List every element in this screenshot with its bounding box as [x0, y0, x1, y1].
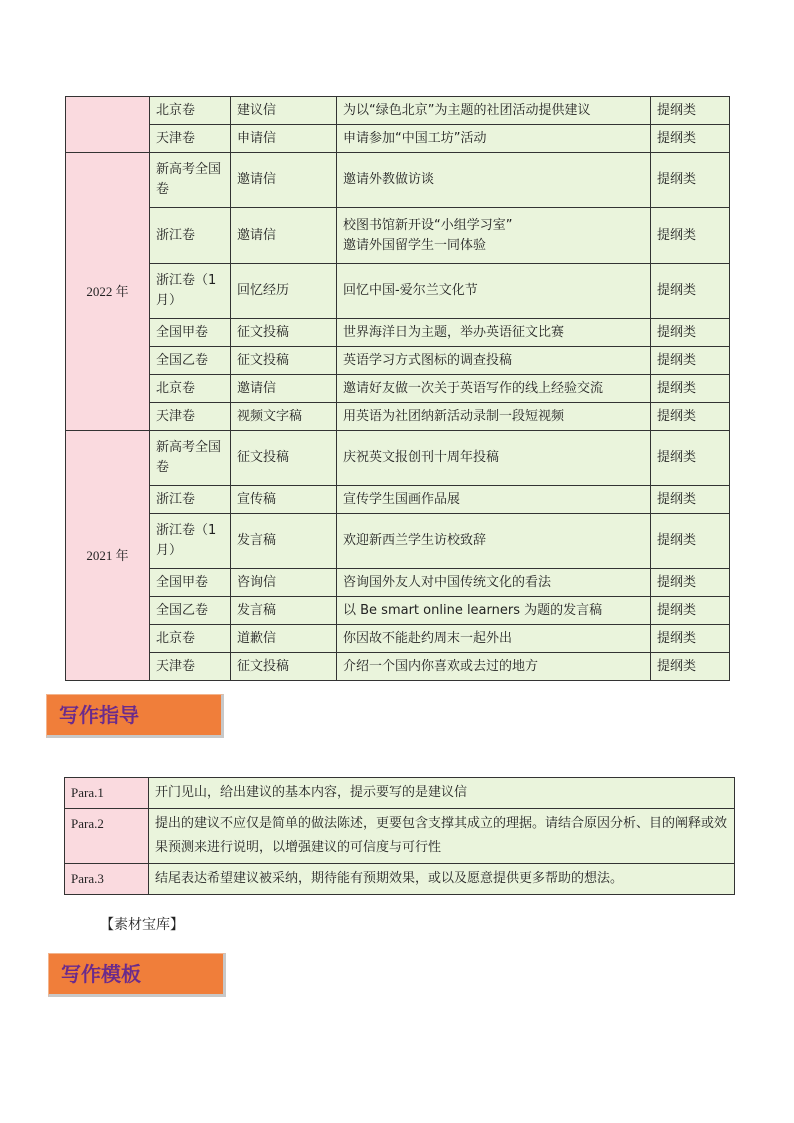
table-row: [66, 125, 730, 153]
table-row: [66, 153, 730, 208]
paper-cell: 全国甲卷: [150, 569, 231, 597]
table-row: [66, 208, 730, 264]
category-cell: 提纲类: [651, 153, 730, 208]
para-label: Para.1: [65, 778, 149, 809]
topic-cell: 介绍一个国内你喜欢或去过的地方: [337, 653, 651, 681]
paper-cell: 浙江卷: [150, 208, 231, 264]
type-cell: 邀请信: [231, 375, 337, 403]
category-cell: 提纲类: [651, 403, 730, 431]
paper-cell: 浙江卷（1月）: [150, 264, 231, 319]
year-cell: 2022 年: [66, 153, 150, 431]
table-row: [66, 653, 730, 681]
table-row: [66, 597, 730, 625]
paper-cell: 浙江卷: [150, 486, 231, 514]
paper-cell: 全国甲卷: [150, 319, 231, 347]
topic-line: 邀请外国留学生一同体验: [343, 237, 487, 253]
type-cell: 征文投稿: [231, 347, 337, 375]
type-cell: 申请信: [231, 125, 337, 153]
table-row: [66, 264, 730, 319]
paper-cell: 天津卷: [150, 125, 231, 153]
category-cell: 提纲类: [651, 431, 730, 486]
type-cell: 征文投稿: [231, 431, 337, 486]
topic-cell: 申请参加“中国工坊”活动: [337, 125, 651, 153]
type-cell: 咨询信: [231, 569, 337, 597]
paper-cell: 北京卷: [150, 625, 231, 653]
para-text: 提出的建议不应仅是简单的做法陈述，更要包含支撑其成立的理据。请结合原因分析、目的阐释或效果预测来进行说明，以增强建议的可信度与可行性: [149, 809, 735, 864]
category-cell: 提纲类: [651, 597, 730, 625]
type-cell: 回忆经历: [231, 264, 337, 319]
section-banner-writing-template: 写作模板: [48, 953, 226, 997]
type-cell: 征文投稿: [231, 319, 337, 347]
topic-cell: 庆祝英文报创刊十周年投稿: [337, 431, 651, 486]
table-row: [66, 514, 730, 569]
table-row: [66, 319, 730, 347]
category-cell: 提纲类: [651, 264, 730, 319]
exam-table: [65, 96, 730, 681]
table-row: [65, 778, 735, 809]
table-row: [65, 809, 735, 864]
paper-cell: 新高考全国卷: [150, 431, 231, 486]
table-row: [65, 864, 735, 895]
type-cell: 道歉信: [231, 625, 337, 653]
topic-cell: 英语学习方式图标的调查投稿: [337, 347, 651, 375]
type-cell: 发言稿: [231, 514, 337, 569]
paper-cell: 浙江卷（1月）: [150, 514, 231, 569]
material-library-label: 【素材宝库】: [100, 917, 184, 933]
topic-cell: 世界海洋日为主题，举办英语征文比赛: [337, 319, 651, 347]
type-cell: 视频文字稿: [231, 403, 337, 431]
category-cell: 提纲类: [651, 125, 730, 153]
topic-cell: 咨询国外友人对中国传统文化的看法: [337, 569, 651, 597]
table-row: [66, 375, 730, 403]
category-cell: 提纲类: [651, 514, 730, 569]
topic-cell: [337, 208, 651, 264]
category-cell: 提纲类: [651, 569, 730, 597]
topic-cell: 回忆中国-爱尔兰文化节: [337, 264, 651, 319]
topic-cell: 为以“绿色北京”为主题的社团活动提供建议: [337, 97, 651, 125]
category-cell: 提纲类: [651, 653, 730, 681]
category-cell: 提纲类: [651, 375, 730, 403]
type-cell: 宣传稿: [231, 486, 337, 514]
topic-cell: 用英语为社团纳新活动录制一段短视频: [337, 403, 651, 431]
category-cell: 提纲类: [651, 486, 730, 514]
paper-cell: 天津卷: [150, 403, 231, 431]
writing-guide-table: [64, 777, 735, 895]
section-banner-writing-guide: 写作指导: [46, 694, 224, 738]
year-cell-blank: [66, 97, 150, 153]
topic-line: 校图书馆新开设“小组学习室”: [343, 217, 513, 233]
topic-cell: 以 Be smart online learners 为题的发言稿: [337, 597, 651, 625]
table-row: [66, 431, 730, 486]
category-cell: 提纲类: [651, 319, 730, 347]
category-cell: 提纲类: [651, 347, 730, 375]
type-cell: 邀请信: [231, 208, 337, 264]
paper-cell: 全国乙卷: [150, 597, 231, 625]
table-row: [66, 97, 730, 125]
para-text: 结尾表达希望建议被采纳，期待能有预期效果，或以及愿意提供更多帮助的想法。: [149, 864, 735, 895]
table-row: [66, 486, 730, 514]
table-row: [66, 347, 730, 375]
paper-cell: 全国乙卷: [150, 347, 231, 375]
paper-cell: 北京卷: [150, 97, 231, 125]
table-row: [66, 569, 730, 597]
paper-cell: 新高考全国卷: [150, 153, 231, 208]
topic-cell: 邀请好友做一次关于英语写作的线上经验交流: [337, 375, 651, 403]
topic-cell: 你因故不能赴约周末一起外出: [337, 625, 651, 653]
para-label: Para.2: [65, 809, 149, 864]
category-cell: 提纲类: [651, 97, 730, 125]
year-cell: 2021 年: [66, 431, 150, 681]
topic-cell: 宣传学生国画作品展: [337, 486, 651, 514]
topic-cell: 欢迎新西兰学生访校致辞: [337, 514, 651, 569]
type-cell: 发言稿: [231, 597, 337, 625]
category-cell: 提纲类: [651, 208, 730, 264]
topic-cell: 邀请外教做访谈: [337, 153, 651, 208]
paper-cell: 天津卷: [150, 653, 231, 681]
table-row: [66, 403, 730, 431]
type-cell: 建议信: [231, 97, 337, 125]
table-row: [66, 625, 730, 653]
paper-cell: 北京卷: [150, 375, 231, 403]
para-label: Para.3: [65, 864, 149, 895]
para-text: 开门见山，给出建议的基本内容，提示要写的是建议信: [149, 778, 735, 809]
type-cell: 征文投稿: [231, 653, 337, 681]
type-cell: 邀请信: [231, 153, 337, 208]
category-cell: 提纲类: [651, 625, 730, 653]
